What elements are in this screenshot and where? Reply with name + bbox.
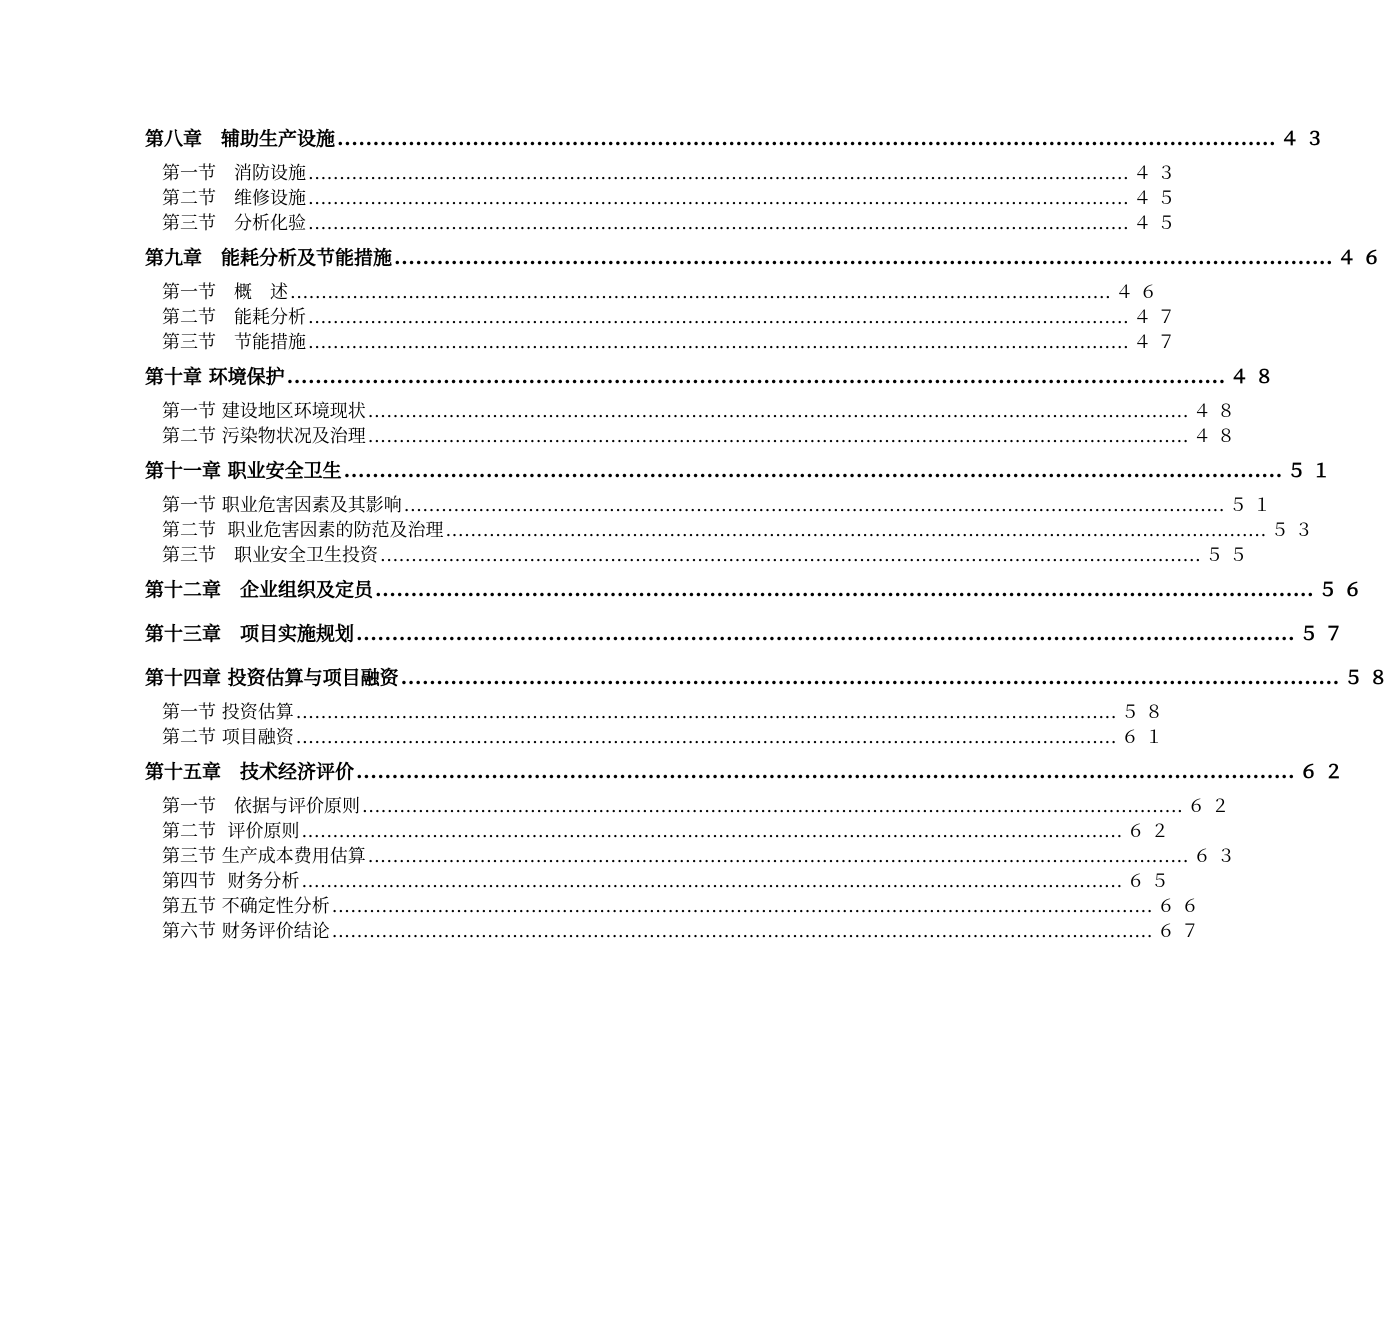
toc-chapter[interactable] bbox=[0, 575, 1369, 602]
dot-leader: .................................................................................................................................... bbox=[343, 460, 1283, 482]
toc-chapter[interactable] bbox=[0, 362, 1280, 389]
dot-leader: .................................................................................................................................... bbox=[301, 871, 1123, 892]
page-number: ５７ bbox=[1299, 623, 1350, 645]
dot-leader: .................................................................................................................................... bbox=[308, 188, 1130, 209]
dot-leader: .................................................................................................................................... bbox=[308, 163, 1130, 184]
page-number: ４３ bbox=[1280, 128, 1331, 150]
dot-leader: .................................................................................................................................... bbox=[331, 921, 1153, 942]
entry-title: 第二节 职业危害因素的防范及治理 bbox=[162, 520, 444, 541]
dot-leader: .................................................................................................................................... bbox=[286, 366, 1226, 388]
entry-title: 第一节 建设地区环境现状 bbox=[162, 401, 366, 422]
dot-leader: .................................................................................................................................... bbox=[337, 128, 1277, 150]
page-number: ６２ bbox=[1187, 796, 1236, 817]
toc-section[interactable] bbox=[0, 303, 1182, 329]
page-number: ４８ bbox=[1193, 401, 1241, 422]
toc-section[interactable] bbox=[0, 792, 1236, 818]
toc-chapter[interactable] bbox=[0, 456, 1337, 483]
dot-leader: .................................................................................................................................... bbox=[308, 307, 1130, 328]
entry-title: 第三节 职业安全卫生投资 bbox=[162, 545, 378, 566]
dot-leader: .................................................................................................................................... bbox=[295, 727, 1117, 748]
page-number: ４８ bbox=[1229, 366, 1280, 388]
entry-title: 第一节 职业危害因素及其影响 bbox=[162, 495, 402, 516]
toc-section[interactable] bbox=[0, 184, 1182, 210]
dot-leader: .................................................................................................................................... bbox=[403, 495, 1225, 516]
entry-title: 第三节 节能措施 bbox=[162, 332, 306, 353]
entry-title: 第二节 评价原则 bbox=[162, 821, 300, 842]
toc-section[interactable] bbox=[0, 698, 1169, 724]
page-number: ４７ bbox=[1133, 332, 1182, 353]
entry-title: 第十二章 企业组织及定员 bbox=[145, 579, 374, 601]
entry-title: 第十章 环境保护 bbox=[145, 366, 285, 388]
page-number: ４５ bbox=[1133, 213, 1182, 234]
page-number: ５６ bbox=[1318, 579, 1369, 601]
entry-title: 第二节 能耗分析 bbox=[162, 307, 306, 328]
dot-leader: .................................................................................................................................... bbox=[290, 282, 1112, 303]
page-number: ５５ bbox=[1205, 545, 1254, 566]
toc-section[interactable] bbox=[0, 917, 1205, 943]
entry-title: 第五节 不确定性分析 bbox=[162, 896, 330, 917]
toc-section[interactable] bbox=[0, 159, 1182, 185]
entry-title: 第二节 维修设施 bbox=[162, 188, 306, 209]
toc-section[interactable] bbox=[0, 842, 1241, 868]
dot-leader: .................................................................................................................................... bbox=[356, 761, 1296, 783]
toc-section[interactable] bbox=[0, 397, 1241, 423]
dot-leader: .................................................................................................................................... bbox=[367, 401, 1189, 422]
toc-chapter[interactable] bbox=[0, 663, 1394, 690]
toc-section[interactable] bbox=[0, 867, 1175, 893]
dot-leader: .................................................................................................................................... bbox=[356, 623, 1296, 645]
entry-title: 第三节 生产成本费用估算 bbox=[162, 846, 366, 867]
page-number: ６５ bbox=[1126, 871, 1175, 892]
entry-title: 第十一章 职业安全卫生 bbox=[145, 460, 342, 482]
entry-title: 第一节 消防设施 bbox=[162, 163, 306, 184]
entry-title: 第二节 污染物状况及治理 bbox=[162, 426, 366, 447]
dot-leader: .................................................................................................................................... bbox=[375, 579, 1315, 601]
entry-title: 第一节 依据与评价原则 bbox=[162, 796, 360, 817]
dot-leader: .................................................................................................................................... bbox=[295, 702, 1117, 723]
toc-section[interactable] bbox=[0, 491, 1277, 517]
dot-leader: .................................................................................................................................... bbox=[394, 247, 1334, 269]
dot-leader: .................................................................................................................................... bbox=[301, 821, 1123, 842]
page-number: ４５ bbox=[1133, 188, 1182, 209]
dot-leader: .................................................................................................................................... bbox=[362, 796, 1184, 817]
toc-section[interactable] bbox=[0, 328, 1182, 354]
entry-title: 第十五章 技术经济评价 bbox=[145, 761, 355, 783]
page-number: ６２ bbox=[1299, 761, 1350, 783]
toc-chapter[interactable] bbox=[0, 243, 1388, 270]
page-number: ５１ bbox=[1286, 460, 1337, 482]
page-number: ５３ bbox=[1270, 520, 1319, 541]
page-number: ６７ bbox=[1157, 921, 1205, 942]
page-number: ４８ bbox=[1193, 426, 1241, 447]
toc-section[interactable] bbox=[0, 516, 1319, 542]
toc-section[interactable] bbox=[0, 817, 1175, 843]
entry-title: 第八章 辅助生产设施 bbox=[145, 128, 336, 150]
entry-title: 第十三章 项目实施规划 bbox=[145, 623, 355, 645]
page-number: ６１ bbox=[1121, 727, 1169, 748]
page-number: ４７ bbox=[1133, 307, 1182, 328]
dot-leader: .................................................................................................................................... bbox=[367, 846, 1189, 867]
dot-leader: .................................................................................................................................... bbox=[445, 520, 1267, 541]
toc-section[interactable] bbox=[0, 541, 1254, 567]
toc-section[interactable] bbox=[0, 422, 1241, 448]
dot-leader: .................................................................................................................................... bbox=[308, 213, 1130, 234]
dot-leader: .................................................................................................................................... bbox=[367, 426, 1189, 447]
toc-section[interactable] bbox=[0, 209, 1182, 235]
toc-chapter[interactable] bbox=[0, 619, 1350, 646]
entry-title: 第二节 项目融资 bbox=[162, 727, 294, 748]
page-number: ４６ bbox=[1337, 247, 1388, 269]
entry-title: 第一节 投资估算 bbox=[162, 702, 294, 723]
dot-leader: .................................................................................................................................... bbox=[400, 667, 1340, 689]
dot-leader: .................................................................................................................................... bbox=[331, 896, 1153, 917]
page-number: ５１ bbox=[1229, 495, 1277, 516]
page-number: ５８ bbox=[1121, 702, 1169, 723]
page-number: ４３ bbox=[1133, 163, 1182, 184]
entry-title: 第六节 财务评价结论 bbox=[162, 921, 330, 942]
entry-title: 第四节 财务分析 bbox=[162, 871, 300, 892]
toc-section[interactable] bbox=[0, 892, 1205, 918]
toc-chapter[interactable] bbox=[0, 757, 1350, 784]
page-number: ５８ bbox=[1343, 667, 1394, 689]
entry-title: 第三节 分析化验 bbox=[162, 213, 306, 234]
page-number: ６６ bbox=[1157, 896, 1205, 917]
page-number: ６３ bbox=[1193, 846, 1241, 867]
dot-leader: .................................................................................................................................... bbox=[380, 545, 1202, 566]
entry-title: 第十四章 投资估算与项目融资 bbox=[145, 667, 399, 689]
page-number: ６２ bbox=[1126, 821, 1175, 842]
page-number: ４６ bbox=[1115, 282, 1164, 303]
entry-title: 第九章 能耗分析及节能措施 bbox=[145, 247, 393, 269]
toc-section[interactable] bbox=[0, 723, 1169, 749]
dot-leader: .................................................................................................................................... bbox=[308, 332, 1130, 353]
toc-section[interactable] bbox=[0, 278, 1164, 304]
toc-chapter[interactable] bbox=[0, 124, 1331, 151]
entry-title: 第一节 概 述 bbox=[162, 282, 288, 303]
